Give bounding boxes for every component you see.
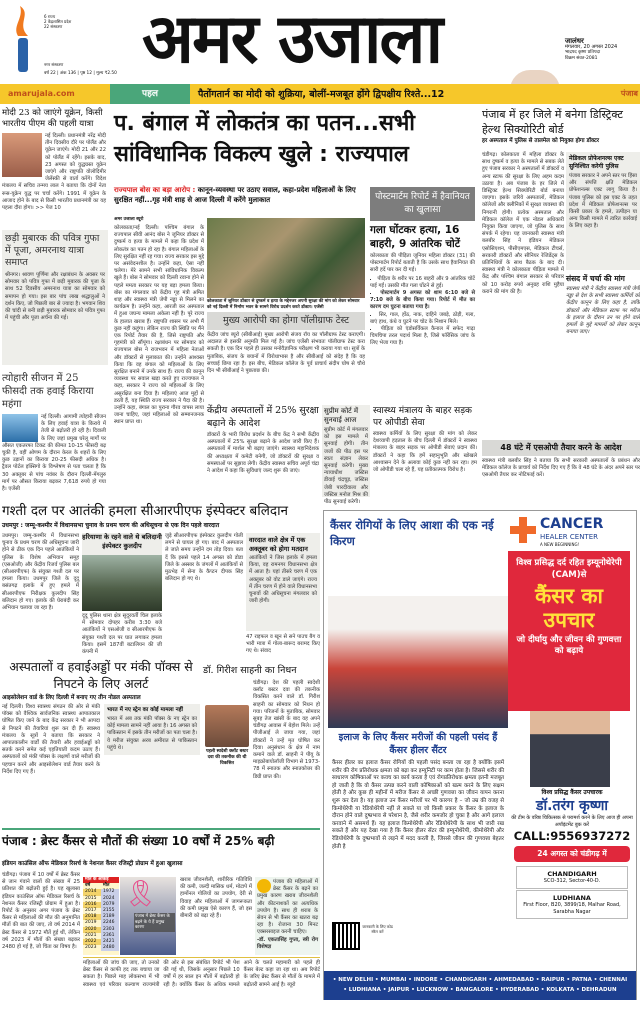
sop-body: स्वास्थ्य मंत्री बलबीर सिंह ने बताया कि सभी सरकारी अस्पतालों के प्रबंधन और मेडिकल कॉलेज के प्राचार्य को निर्देश दिए गए हैं कि वे 48 घंटे के अंदर अपने स्तर पर एसओपी तैयार कर नोटिफाई करें। xyxy=(482,458,640,479)
table-cell: 2017 xyxy=(85,908,97,914)
table-cell: 2361 xyxy=(101,933,119,939)
headline: मोदी 23 को जाएंगे यूक्रेन, किसी भारतीय पीएम की पहली यात्रा xyxy=(2,108,103,129)
medical-act-box xyxy=(566,152,640,270)
headline: सुप्रीम कोर्ट में सुनवाई आज xyxy=(324,407,359,424)
headline: केंद्रीय अस्पतालों में 25% सुरक्षा बढ़ाने के आदेश xyxy=(207,405,319,429)
table-cell: 2023 xyxy=(85,945,97,951)
issue-info: वर्ष 22 | अंक 136 | पृष्ठ 12 | मूल्य ₹2.50 xyxy=(44,71,117,76)
modi-photo xyxy=(2,133,42,177)
cities-band xyxy=(324,971,636,1000)
date: मंगलवार, 20 अगस्त 2024 xyxy=(565,44,618,50)
promo-panel xyxy=(508,551,630,711)
punjab-headline: पंजाब में हर जिले में बनेगा डिस्ट्रिक्ट हेल्थ सिक्योरिटी बोर्ड xyxy=(482,108,623,136)
ad-copy-block xyxy=(332,732,504,969)
table-cell: 2189 xyxy=(101,914,119,920)
quote-box xyxy=(255,877,320,955)
supreme-court-story xyxy=(322,405,370,506)
bullet: ▪ पीड़िता के शरीर पर 16 बाहरी और 9 आंतरिक चोटें पाई गईं। उसकी मौत गला घोंटने से हुई। xyxy=(370,276,475,290)
punjab-header xyxy=(482,108,640,150)
table-cell: 2024 xyxy=(101,896,119,902)
airfare-story xyxy=(2,372,106,500)
city: जालंधर xyxy=(565,37,584,45)
inspector-box-headline: हरियाणा के रहने वाले थे बलिदानी इंस्पेक्टर कुलदीप xyxy=(82,533,162,555)
table-cell: 2018 xyxy=(85,914,97,920)
polygraph-headline: मुख्य आरोपी का होगा पॉलीग्राफ टेस्ट xyxy=(207,312,365,330)
bullet: ▪ पीड़िता को एंडोसर्विकल कैनाल में सफेद गाढ़ा चिपचिपा तरल पदार्थ मिला है, जिसे फॉरेंसिक जांच के लिए भेजा गया है। xyxy=(370,326,475,348)
table-cell: 2020 xyxy=(85,926,97,932)
city: LUDHIANA xyxy=(553,894,591,902)
body: पंजाब सरकार ने अपने स्तर पर हिंसा और संपत्ति क्षति मेडिकल प्रोफेशनल्स एक्ट लागू किया है। पंजाब पुलिस को इस एक्ट के तहत प्रदेश में मेडिकल प्रोफेशनल्स पर किसी प्रकार के हमले, उत्पीड़न या अन्य किसी मामले में त्वरित कार्रवाई के लिए कहा है। xyxy=(569,173,637,230)
body: आतंकियों ने जिस इलाके में हमला किया, वह रामनगर विधानसभा क्षेत्र में आता है। यहां तीसरे चरण में एक अक्तूबर को वोट डाले जाएंगे। राज्य में तीन चरण में होने वाले विधानसभा चुनावों की अधिसूचना मंगलवार को जारी होगी। xyxy=(249,555,317,605)
table-cell: 2421 xyxy=(101,939,119,945)
table-cell: 2155 xyxy=(101,908,119,914)
table-row xyxy=(83,945,119,951)
table-title: मौत के आंकड़े xyxy=(83,877,119,883)
cancer-body-2: महिलाओं की जांच की जाए, तो उनको ब्रेस्ट कैंसर से काफी हद तक बचाया जा सकता है। पिछले माह लोकसभा में भी स्वास्थ्य एवं परिवार कल्याण राज्यमंत्री की ओर से इस संबंधित रिपोर्ट भी पेश की गई थी, जिसके अनुसार पिछले 10 वर्षों में हर साल इन मौतों में बढ़ोतरी हो रही है। क्योंकि कैंसर के अधिक मामले आने के चलते महामारी को पहले ही कैंसर बेल्ट कहा जा रहा था। अब रिपोर्ट के जरिए ब्रेस्ट कैंसर से मौतों के मामले में बढ़ोतरी सामने आई है। ब्यूरो xyxy=(83,960,320,988)
terror-tail: 47 राइफल व खून से सने पाउच बैग व भारी मात्रा में गोला-बारूद बरामद किए गए थे। संवाद xyxy=(246,634,320,655)
qr-note: जानकारी के लिए कोड स्कैन करें xyxy=(362,924,393,934)
subhead: कानून-व्यवस्था पर उठाए सवाल, कहा-प्रदेश महिलाओं के लिए सुरक्षित नहीं...गृह मंत्री शाह से आज दिल्ली में करेंगे मुलाकात xyxy=(114,186,356,204)
mpox-story xyxy=(2,658,200,824)
table-cell: 2079 xyxy=(101,902,119,908)
central-hospitals-story xyxy=(207,405,319,497)
body: नई दिल्ली। आगामी त्योहारी सीजन के लिए हवाई यात्रा के किराये में तेजी से बढ़ोतरी हो रही है। दिवाली के लिए जहां प्रमुख घरेलू मार्गों पर औसत एकतरफा टिकट की कीमत 10-15 फीसदी बढ़ चुकी है, वहीं ओणम के दौरान केरल के शहरों के लिए कुछ उड़ानों का किराया 20-25 फीसदी अधिक है। ट्रैवल पोर्टल इक्सिगो के विश्लेषण से पता चलता है कि 30 अक्तूबर से पांच नवंबर के दौरान दिल्ली-मेंगलुरु मार्ग पर औसत किराया बढ़कर 7,618 रुपये हो गया है। एजेंसी xyxy=(2,414,106,493)
body: नई दिल्ली। प्रधानमंत्री नरेंद्र मोदी तीन दिवसीय दौरे पर पोलैंड और यूक्रेन जाएंगे। मोदी 21 और 22 को पोलैंड में रहेंगे। इसके बाद, 23 अगस्त को युद्धग्रस्त यूक्रेन जाएंगे और राष्ट्रपति वोलोदिमीर जेलेंस्की से वार्ता करेंगे। विदेश मंत्रालय में सचिव तन्मय लाल ने बताया कि दोनों नेता रूस-यूक्रेन युद्ध पर चर्चा करेंगे। 1991 में यूक्रेन के आजाद होने के बाद से किसी भारतीय प्रधानमंत्री का यह पहला दौरा होगा। >> पेज 10 xyxy=(2,133,106,212)
mpox-subhead: आइसोलेशन वार्ड के लिए दिल्ली में बनाए गए तीन नोडल अस्पताल xyxy=(2,695,141,701)
mpox-box xyxy=(104,704,200,755)
promo-text-2: जो दीर्घायु और जीवन की गुणवत्ता को बढ़ाये xyxy=(516,635,622,656)
ad-tagline: कैंसर रोगियों के लिए आशा की एक नई किरण xyxy=(330,518,494,548)
phone-number[interactable]: CALL:9556937272 xyxy=(513,829,631,843)
table-cell: 2246 xyxy=(101,920,119,926)
headline: वारदात वाले क्षेत्र में एक अक्तूबर को होगा मतदान xyxy=(249,536,308,553)
postmortem-headline: गला घोंटकर हत्या, 16 बाहरी, 9 आंतरिक चोटें xyxy=(370,224,461,250)
promo-text: विश्व प्रसिद्ध दर्द रहित इम्यूनोथेरेपी (CAM)से xyxy=(516,558,622,580)
postmortem-banner: पोस्टमार्टम रिपोर्ट में हैवानियत का खुलासा xyxy=(370,187,475,221)
photo-caption: कोलकाता में जूनियर डॉक्टर से दुष्कर्म व हत्या के मद्देनजर अपनी सुरक्षा की मांग को लेकर सोमवार को नई दिल्ली में निर्माण भवन के सामने विरोध प्रदर्शन करते डॉक्टर। एजेंसी xyxy=(207,299,360,310)
table-cell: 1972 xyxy=(101,889,119,895)
table-cell: 2303 xyxy=(101,927,119,933)
brand-name: CANCER xyxy=(540,516,604,532)
newspaper-title: अमर उजाला xyxy=(142,0,442,79)
quote: पंजाब की महिलाओं में ब्रेस्ट कैंसर के बढ़ने का प्रमुख कारण खराब जीवनशैली और कीटनाशकों का अत्यधिक उपयोग है। साथ ही शराब के सेवन से भी कैंसर का खतरा बढ़ रहा है। रोजाना 30 मिनट एक्सरसाइज करनी चाहिए। xyxy=(257,879,318,936)
sahni-photo xyxy=(205,705,249,747)
airplane-photo xyxy=(2,414,38,442)
table-cell: 2480 xyxy=(101,945,119,951)
ad-body: कैंसर हीलर का इलाज कैंसर रोगियों की पहली पसंद बनता जा रहा है क्योंकि इसमें शरीर की रोग प्रतिरोधक क्षमता को बढ़ा कर इम्यूनिटी पर काम होता है। जिससे शरीर की साधारण कोषिकाओं पर कवच का कार्य करता है एवं रोगप्रतिरोधक क्षमता इतनी मजबूत हो जाती है कि वो कैंसर उत्पन्न करने वाली कोषिकाओं को खत्म करने के लिए सक्षम होती है और कुछ ही महीनों में मरीज कैंसर से अच्छी गुणवत्ता का जीवन यापन करना शुरू कर देता है। यह इलाज उन कैंसर मरीजों पर भी कारगर है – जो उम्र की वजह से किमोथेरेपी या रेडियोथेरेपी नहीं ले सकते या जो किसी प्रकार के कैंसर के इलाज के दौरान होने वाले दुष्प्रभाव से परेशान है, जैसे शरीर कमजोर हो चुका है और आगे इलाज करवाने में असमर्थ हैं। यह इलाज किमोथेरेपी और रेडियोथेरेपी के साथ भी जारी रख सकते हैं और यह देखा गया है कि कैंसर हीलर सेंटर की इम्यूनोथेरेपी, कीमोथेरेपी और रेडियोथेरेपी के दुष्प्रभावों से लड़ने में मदद करती है, जिससे जीवन की गुणवत्ता बेहतर होती है xyxy=(332,760,504,850)
lead-body: कोलकाता/नई दिल्ली। पश्चिम बंगाल के राज्यपाल सीवी आनंद बोस ने जूनियर डॉक्टर से दुष्कर्म व हत्या के मामले में कहा कि प्रदेश में लोकतंत्र का पतन हो रहा है। बंगाल महिलाओं के लिए सुरक्षित नहीं रह गया। राज्य सरकार इस मुद्दे पर असंवेदनशील है। उन्होंने कहा, ऐसा नहीं चलेगा। मेरे सामने सभी सांविधानिक विकल्प खुले हैं। बोस ने सोमवार को दिल्ली रवाना होने से पहले ममता सरकार पर यह बड़ा हमला किया। बोस का मंगलवार को केंद्रीय गृह मंत्री अमित शाह और स्वास्थ्य मंत्री जेपी नड्डा से मिलने का कार्यक्रम है। उन्होंने कहा, आरजी कर अस्पताल में हुआ जघन्य मामला अकेला नहीं है। पूरे राज्य के हालात खराब हैं। राष्ट्रपति शासन पर अभी मैं कुछ नहीं कहूंगा। लेकिन राज्य की स्थिति पर मैंने एक रिपोर्ट तैयार की है, जिसे राष्ट्रपति और गृहमंत्री को सौंपूंगा। रक्षाबंधन पर सोमवार को राज्यपाल बोस ने राजभवन में महिला नेताओं और डॉक्टरों से मुलाकात की। उन्होंने आश्वस्त किया कि वह बंगाल को महिलाओं के लिए सुरक्षित बनाने में उनके साथ हैं। राज्य की कानून व्यवस्था पर सवाल खड़ा करते हुए राज्यपाल ने कहा, सरकार ने राज्य को महिलाओं के लिए असुरक्षित बना दिया है। महिलाएं आज मुद्दों से डरती हैं, यह स्थिति राज्य सरकार ने पैदा की है। उन्होंने कहा, बंगाल का पुराना गौरव वापस लाया जाना चाहिए, जहां महिलाओं को सम्मानजनक स्थान प्राप्त था। xyxy=(114,225,204,426)
brand-sub: HEALER CENTER xyxy=(540,533,598,541)
headline: त्योहारी सीजन में 25 फीसदी तक हवाई किराया महंगा xyxy=(2,373,94,410)
modi-story xyxy=(2,108,106,228)
ad-headline: इलाज के लिए कैंसर मरीजों की पहली पसंद हैं कैंसर हीलर सैंटर xyxy=(338,732,498,756)
obit-body: चंडीगढ़। देश की पहली स्वदेशी क्लॉट बस्टर दवा की तकनीक विकसित करने वाले डॉ. गिरीश साहनी का सोमवार को निधन हो गया। परिजनों के मुताबिक, सोमवार सुबह तेज खांसी के बाद वह अपने चंडीगढ़ आवास में बेहोश मिले। उन्हें पीजीआई ले जाया गया, जहां डॉक्टरों ने उन्हें मृत घोषित कर दिया। अनुसंधान के क्षेत्र में नाम कमाने वाले डॉ. साहनी ने पीयू के माइक्रोबायोलॉजी विभाग से 1973-78 में स्नातक और स्नातकोत्तर की डिग्री प्राप्त की। xyxy=(253,680,320,780)
strip-headline[interactable]: पैतोंगतार्न का मोदी को शुक्रिया, बोलीं-मजबूत होंगे द्विपक्षीय रिश्ते...12 xyxy=(198,89,445,100)
table-cell: 2019 xyxy=(85,920,97,926)
address: First Floor, B20, 3899/18, Malhar Road, Sarabha Nagar xyxy=(523,902,621,915)
edition-note: 2 केंद्रशासित प्रदेश xyxy=(44,19,72,24)
terror-body-2: दूदू पुलिस थाना क्षेत्र सुदूरवर्ती चिल इलाके में सोमवार दोपहर करीब 3:30 बजे आतंकियों ने एसओजी व सीआरपीएफ के संयुक्त गश्ती दल पर घात लगाकर हमला किया। इसमें 187वीं बटालियन की जी कंपनी में xyxy=(82,613,162,656)
terror-body: उधमपुर। जम्मू-कश्मीर में विधानसभा चुनाव के प्रथम चरण की अधिसूचना जारी होने से ठीक एक दिन पहले आतंकियों ने पुलिस के विशेष अभियान समूह (एसओजी) और केंद्रीय रिजर्व पुलिस बल (सीआरपीएफ) के संयुक्त गश्ती दल पर हमला किया। उधमपुर जिले के दूदू बसंतगढ़ इलाके में हुए हमले में सीआरपीएफ निरीक्षक कुलदीप सिंह बलिदान हो गए। इलाके की घेराबंदी कर अभियान चलाया जा रहा है। xyxy=(2,533,79,612)
postmortem-intro: कोलकाता की पीड़िता जूनियर महिला डॉक्टर (31) की पोस्टमार्टम रिपोर्ट बताती है कि उसके साथ हैवानियत की सारी हदें पार कर दी गईं। xyxy=(370,253,475,274)
body: स्वास्थ्य मंत्री ने केंद्रीय स्वास्थ्य मंत्री जेपी नड्डा से देश के सभी स्वास्थ्य कर्मियों को केंद्रीय कानून के लिए कहा है, ताकि डॉक्टरों और मेडिकल स्टाफ पर मरीज के इलाज के दौरान उन पर होने वाले हमलों के मुद्दे मामलों को लेकर कानून बनाया जाए। xyxy=(566,286,640,336)
headline: भारत में नए स्ट्रेन का कोई मामला नहीं xyxy=(107,707,183,713)
torch-logo-icon xyxy=(12,6,34,74)
doctor-name: डॉ.तरंग कृष्णा xyxy=(536,798,608,814)
table-cell: 2015 xyxy=(85,895,97,901)
hindu-month: भाद्रपद कृष्ण प्रतिपदा xyxy=(565,50,601,55)
body: सुप्रीम कोर्ट में मंगलवार को इस मामले में सुनवाई होगी। तीन जजों की पीठ इस पर स्वतः संज्ञान लेकर सुनवाई करेगी। मुख्य न्यायाधीश जस्टिस डीवाई चंद्रचूड़, जस्टिस जेबी पारदीवाला और जस्टिस मनोज मिश्र की पीठ सुनवाई करेगी। xyxy=(324,427,368,506)
polling-box xyxy=(246,533,320,631)
promo-big: कैंसर का उपचार xyxy=(535,584,603,632)
body: स्वास्थ्य कर्मियों के लिए सुरक्षा की मांग को लेकर देशव्यापी हड़ताल के बीच दिल्ली में डॉक्टरों ने स्वास्थ्य मंत्रालय के बाहर सड़क पर ओपीडी सेवाएं प्रदान कीं। डॉक्टरों ने कहा कि हमें सहानुभूति और खोखले आश्वासन देने के अलावा कोई कुछ नहीं कर रहा। हम जो ओपीडी चला रहे हैं, यह प्रतीकात्मक विरोध है। xyxy=(373,431,477,474)
polygraph-body: केंद्रीय जांच ब्यूरो (सीबीआई) मुख्य आरोपी संजय रॉय का पॉलीग्राफ टेस्ट कराएगी। अदालत से इसकी अनुमति मिल गई है। जांच एजेंसी संभवतः पॉलीग्राफ टेस्ट करा सकती है। एक दिन पहले ही उसका मनोवैज्ञानिक परीक्षण भी कराया गया था। सूत्रों के मुताबिक, संजय के बयानों में विरोधाभास है और सीबीआई को संदेह है कि वह सच्चाई छिपा रहा है। इस बीच, मेडिकल कॉलेज के पूर्व प्राचार्य संदीप घोष से चौथे दिन भी सीबीआई ने पूछताछ की। xyxy=(207,332,365,375)
cancer-body: चंडीगढ़। पंजाब में 10 वर्षों में ब्रेस्ट कैंसर से जान गंवाने वालों की संख्या में 25 प्रतिशत की बढ़ोतरी हुई है। यह खुलासा इंडियन काउंसिल ऑफ मेडिकल रिसर्च के नेशनल कैंसर रजिस्ट्री प्रोग्राम में हुआ है। रिपोर्ट के अनुसार अगर पंजाब के ब्रेस्ट कैंसर से महिलाओं की मौत की अनुमानित मौतों की बात की जाए, तो वर्ष 2014 में ब्रेस्ट कैंसर से 1972 मौतें हुई थीं, लेकिन वर्ष 2023 में मौतों की संख्या बढ़कर 2480 हो गई है, जो चिंता का विषय है। xyxy=(2,872,80,951)
brand-motto: A NEW BEGINNING! xyxy=(540,542,580,547)
bullet: ▪ पोस्टमार्टम 9 अगस्त को शाम 6:10 बजे से 7:10 बजे के बीच किया गया। रिपोर्ट में मौत का कारण दम घुटना बताया गया है। xyxy=(370,290,475,312)
opd-story xyxy=(373,405,477,497)
lead-text-column xyxy=(114,216,204,426)
headline: स्वास्थ्य मंत्रालय के बाहर सड़क पर ओपीडी सेवा xyxy=(373,406,472,428)
parliament-box xyxy=(566,274,640,372)
lead-subhead xyxy=(114,186,366,214)
qr-block xyxy=(332,920,394,954)
pahal-tag: पहल xyxy=(110,84,190,104)
region-label: पंजाब xyxy=(620,89,638,98)
edition-note: 22 संस्करण xyxy=(44,24,63,29)
cancer-causes: खराब जीवनशैली, शारीरिक गतिविधि की कमी, जल्दी मासिक धर्म, मोटापे में हार्मोनल गोलियों का उपयोग, देरी से विवाह और महिलाओं में जागरूकता की कमी प्रमुख ऐसे कारण हैं, जो इस बीमारी को बढ़ा रहे हैं। xyxy=(180,877,252,920)
body: श्रीनगर। श्रावण पूर्णिमा और रक्षाबंधन के अवसर पर सोमवार को पवित्र गुफा में छड़ी मुबारक की पूजा के साथ 52 दिवसीय अमरनाथ यात्रा का सोमवार को समापन हो गया। इस बार पांच लाख श्रद्धालुओं ने दर्शन किए, जो पिछली बार से ज्यादा है। भगवान शिव की चांदी से बनी छड़ी मुबारक सोमवार को पवित्र गुफा में पहुंची और पूजा अर्चना की गई। xyxy=(5,272,105,322)
body: डॉक्टरों के भारी विरोध प्रदर्शन के बीच केंद्र ने सभी केंद्रीय अस्पतालों में 25% सुरक्षा बढ़ाने के आदेश जारी किए हैं। अस्पतालों में मार्शल भी बढ़ाए जाएंगे। स्वास्थ्य महानिदेशक की अध्यक्षता में कमेटी बनेगी, जो डॉक्टरों की सुरक्षा व समस्याओं पर सुझाव लेगी। केंद्रीय स्वास्थ्य सचिव अपूर्व चंद्रा ने आदेश में कहा कि सुविधाएं जल्द शुरू की जाएं। xyxy=(207,432,319,475)
masthead xyxy=(0,0,640,84)
column-header: वर्ष xyxy=(85,883,91,889)
cities-line: • LUDHIANA • JAIPUR • LUCKNOW • BANGALORE • HYDERABAD • KOLKATA • DEHRADUN xyxy=(343,987,617,993)
mpox-body: नई दिल्ली। विश्व स्वास्थ्य संगठन की ओर से मंकी पॉक्स को वैश्विक सार्वजनिक स्वास्थ्य आपातकाल घोषित किए जाने के बाद केंद्र सरकार ने भी आपदा से निपटने की तैयारियां शुरू कर दी हैं। स्वास्थ्य मंत्रालय के सूत्रों ने बताया कि सरकार ने आपातकालीन वार्डों की तैयारी और हवाईअड्डों को सतर्क करने समेत कई एहतियाती कदम उठाए हैं। अस्पतालों को मंकी पॉक्स के लक्षणों वाले मरीजों की पहचान करने और आइसोलेशन वार्ड तैयार करने के निर्देश दिए गए हैं। xyxy=(2,704,100,775)
table-cell: 2021 xyxy=(85,932,97,938)
terror-headline: गश्ती दल पर आतंकी हमला सीआरपीएफ इंस्पेक्टर बलिदान xyxy=(2,503,289,519)
city: CHANDIGARH xyxy=(547,870,597,878)
punjab-subhead: हर अस्पताल में पुलिस से तालमेल को नियुक्त होगा डॉक्टर xyxy=(482,138,600,144)
doctor-contact-block xyxy=(510,789,634,969)
obit-caption: पहली स्वदेशी क्लॉट बस्टर दवा की तकनीक की थी विकसित xyxy=(205,749,249,766)
table-cell: 2016 xyxy=(85,901,97,907)
ribbon-icon: 🎗 xyxy=(124,879,158,909)
table-cell: 2014 xyxy=(85,889,97,895)
punjab-body: चंडीगढ़। कोलकाता में महिला डॉक्टर के साथ दुष्कर्म व हत्या के मामले से सबक लेते हुए पंजाब सरकार ने अस्पतालों में डॉक्टरों व अन्य स्टाफ की सुरक्षा के लिए अहम कदम उठाया है। अब पंजाब के हर जिले में डिस्ट्रिक्ट हेल्थ सिक्योरिटी बोर्ड बनाया जाएगा। इसके जरिये अस्पतालों, मेडिकल कॉलेजों और क्लीनिकों में सुरक्षा व्यवस्था की निगरानी होगी। प्रत्येक अस्पताल और मेडिकल कॉलेज में एक नोडल अधिकारी नियुक्त किया जाएगा, जो पुलिस के साथ संपर्क में रहेगा। यह जानकारी स्वास्थ्य मंत्री बलबीर सिंह ने इंडियन मेडिकल एसोसिएशन, पीसीएमएस, मेडिकल टीचर्स, सरकारी डॉक्टरों और सीनियर रेजिडेंट्स के प्रतिनिधियों के साथ बैठक के बाद दी। स्वास्थ्य मंत्री ने कोलकाता पीड़िता मामले में केंद्र और पश्चिम बंगाल सरकार से परिवार को 10 करोड़ रुपये अनुग्रह राशि मुहैया कराने की मांग की है। xyxy=(482,152,564,295)
consult-text: की टीम के वरिष्ठ चिकित्सक से परामर्श करने के लिए आज ही अपना अपॉइंटमेंट बुक करें xyxy=(511,815,633,828)
ad-body-wrap xyxy=(332,760,504,934)
mpox-headline: अस्पतालों व हवाईअड्डों पर मंकी पॉक्स से निपटने के लिए अलर्ट xyxy=(9,659,193,691)
cancer-cross-logo-icon xyxy=(510,517,536,543)
quote-icon xyxy=(257,879,271,893)
cancer-headline: पंजाब : ब्रेस्ट कैंसर से मौतों की संख्या 10 वर्षों में 25% बढ़ी xyxy=(2,834,275,848)
headline: छड़ी मुबारक की पवित्र गुफा में पूजा, अमरनाथ यात्रा समाप्त xyxy=(5,233,100,268)
divider xyxy=(83,957,320,958)
amarnath-story xyxy=(2,230,108,365)
postmortem-bullets xyxy=(370,276,475,348)
byline: अमर उजाला ब्यूरो xyxy=(114,217,144,222)
edition-note: 6 राज्य xyxy=(44,14,56,19)
body: भारत में अब तक मंकी पॉक्स के नए स्ट्रेन का कोई मामला सामने नहीं आया है। 16 अगस्त को पाकिस्तान में इसके तीन मरीजों का पता चला है। ये मरीज संयुक्त अरब अमीरात से पाकिस्तान पहुंचे थे। xyxy=(107,716,197,751)
chandigarh-address xyxy=(516,866,628,889)
photo-caption: पंजाब में ब्रेस्ट कैंसर के बढ़ने के ये हैं प्रमुख कारण xyxy=(134,913,175,932)
table-cell: 2022 xyxy=(85,939,97,945)
obit-headline: डॉ. गिरीश साहनी का निधन xyxy=(203,665,297,676)
ribbon-photo xyxy=(120,877,176,955)
lead-photo-block xyxy=(207,218,365,400)
cities-line: • NEW DELHI • MUMBAI • INDORE • CHANDIGARH • AHMEDABAD • RAIPUR • PATNA • CHENNAI xyxy=(332,977,628,983)
address: SCO-312, Sector-40-D. xyxy=(543,878,601,884)
samvat: विक्रम संवत-2081 xyxy=(565,56,598,61)
doctor-photo xyxy=(530,711,610,787)
cancer-healer-ad xyxy=(323,510,637,1000)
terror-subhead: उधमपुर : जम्मू-कश्मीर में विधानसभा चुनाव के प्रथम चरण की अधिसूचना से एक दिन पहले वारदात xyxy=(2,522,220,529)
cancer-subhead: इंडियन काउंसिल ऑफ मेडिकल रिसर्च के नेशनल कैंसर रजिस्ट्री प्रोग्राम में हुआ खुलासा xyxy=(2,861,183,867)
kicker: राज्यपाल बोस का बड़ा आरोप : xyxy=(114,186,196,194)
top-strip xyxy=(0,84,640,104)
sop-headline: 48 घंटे में एसओपी तैयार करने के आदेश xyxy=(482,440,640,456)
army-vehicle-photo xyxy=(82,555,162,611)
doctor-title: विश्व प्रसिद्ध कैंसर उपचारक xyxy=(541,789,603,796)
headline: मेडिकल प्रोफेशनल्स एक्ट सुनिश्चित करेगी पुलिस xyxy=(569,155,624,170)
deaths-table xyxy=(83,877,119,955)
site-link[interactable]: amarujala.com xyxy=(8,89,75,98)
terror-body-3: जुड़े सीआरपीएफ इंस्पेक्टर कुलदीप गोली लगने से घायल हो गए। बाद में अस्पताल ले जाते समय उन्होंने दम तोड़ दिया। बता दें कि इससे पहले 14 अगस्त को डोडा जिले के अस्सार के जंगलों में आतंकियों से मुठभेड़ में सेना के कैप्टन दीपक सिंह बलिदान हो गए थे। xyxy=(165,533,243,583)
qr-code-icon xyxy=(332,922,360,950)
ludhiana-address xyxy=(516,890,628,919)
postmortem-block xyxy=(370,187,475,402)
protest-photo xyxy=(207,218,365,298)
event-banner: 24 अगस्त को चंडीगढ़ में xyxy=(514,846,630,862)
edition-type: नगर संस्करण xyxy=(44,62,64,67)
divider xyxy=(2,828,320,830)
quote-author: -डॉ. एकतासिंह गुप्ता, स्त्री रोग विशेषज्ञ xyxy=(257,936,318,950)
family-photo xyxy=(328,596,508,728)
column-header: मौत xyxy=(103,883,110,889)
headline: संसद में चर्चा की मांग xyxy=(566,274,625,283)
bullet: ▪ सिर, गाल, होंठ, नाक, दाहिने जबड़े, ठोड़ी, गला, बाएं हाथ, कंधे व घुटने पर चोट के निशान मिले। xyxy=(370,312,475,326)
lead-headline: प. बंगाल में लोकतंत्र का पतन...सभी सांविधानिक विकल्प खुले : राज्यपाल xyxy=(114,111,416,167)
lead-header xyxy=(114,108,476,186)
